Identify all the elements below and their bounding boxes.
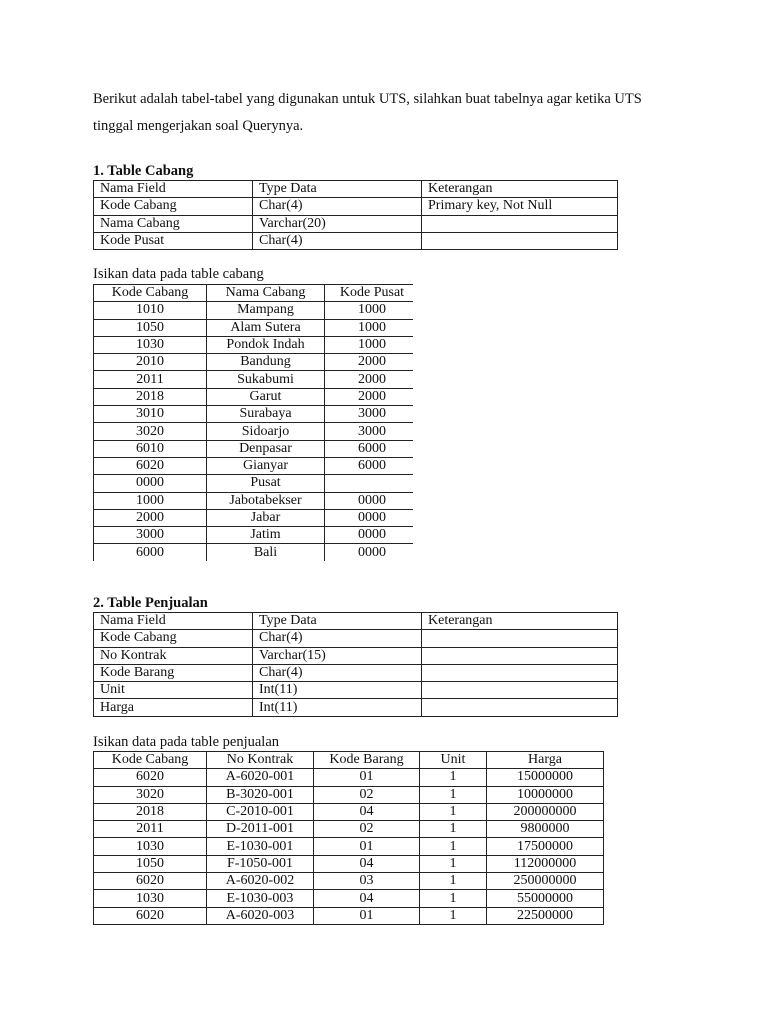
table-cell: 55000000 <box>487 890 604 907</box>
table-cell: 2018 <box>94 803 207 820</box>
column-header: Keterangan <box>422 613 618 630</box>
cabang-data-note: Isikan data pada table cabang <box>93 266 264 282</box>
table-cell: 2000 <box>325 354 414 371</box>
section-2-title: 2. Table Penjualan <box>93 595 208 611</box>
table-cell: 1000 <box>325 319 414 336</box>
table-cell <box>422 664 618 681</box>
table-cell <box>422 215 618 232</box>
table-cell: 6010 <box>94 440 207 457</box>
table-cell: Kode Pusat <box>94 232 253 249</box>
table-row <box>94 336 414 353</box>
table-row <box>94 475 414 492</box>
table-row <box>94 406 414 423</box>
table-cell: 1 <box>420 769 487 786</box>
table-cell: Alam Sutera <box>207 319 325 336</box>
table-cell: 04 <box>314 803 420 820</box>
column-header: No Kontrak <box>207 752 314 769</box>
table-cell: Char(4) <box>253 630 422 647</box>
table-row <box>94 838 604 855</box>
table-cell: Jabotabekser <box>207 492 325 509</box>
table-cell: 1 <box>420 786 487 803</box>
table-header-row <box>94 181 618 198</box>
table-cell: C-2010-001 <box>207 803 314 820</box>
table-cell: F-1050-001 <box>207 855 314 872</box>
table-cell: Unit <box>94 682 253 699</box>
table-cell: 2011 <box>94 371 207 388</box>
table-row <box>94 786 604 803</box>
table-cell: Int(11) <box>253 699 422 716</box>
table-cell: Kode Cabang <box>94 630 253 647</box>
table-cell: 01 <box>314 769 420 786</box>
table-cell: 1030 <box>94 336 207 353</box>
table-cell: Gianyar <box>207 457 325 474</box>
table-cell: 0000 <box>325 492 414 509</box>
table-cell: 2000 <box>325 371 414 388</box>
table-row <box>94 232 618 249</box>
table-cell: 6000 <box>325 457 414 474</box>
table-cell: Kode Cabang <box>94 198 253 215</box>
column-header: Kode Cabang <box>94 285 207 302</box>
table-row <box>94 907 604 924</box>
table-row <box>94 354 414 371</box>
table-cell: 03 <box>314 873 420 890</box>
column-header: Nama Field <box>94 613 253 630</box>
table-cell: 2010 <box>94 354 207 371</box>
table-cell: 3000 <box>325 406 414 423</box>
table-cell: A-6020-002 <box>207 873 314 890</box>
table-cell: 1050 <box>94 855 207 872</box>
table-cell: 1 <box>420 873 487 890</box>
table-row <box>94 821 604 838</box>
table-row <box>94 803 604 820</box>
table-row <box>94 527 414 544</box>
table-cell: 1 <box>420 907 487 924</box>
table-cell: 1010 <box>94 302 207 319</box>
table-cell: 3000 <box>94 527 207 544</box>
table-cell: 2011 <box>94 821 207 838</box>
table-row <box>94 699 618 716</box>
penjualan-schema-table-wrap <box>93 612 618 717</box>
table-header-row <box>94 613 618 630</box>
column-header: Nama Field <box>94 181 253 198</box>
table-row <box>94 664 618 681</box>
table-cell: 17500000 <box>487 838 604 855</box>
table-cell: 6020 <box>94 873 207 890</box>
column-header: Harga <box>487 752 604 769</box>
table-cell <box>325 475 414 492</box>
column-header: Type Data <box>253 181 422 198</box>
table-cell: 6020 <box>94 457 207 474</box>
table-cell: A-6020-003 <box>207 907 314 924</box>
table-cell: Char(4) <box>253 198 422 215</box>
table-cell: 250000000 <box>487 873 604 890</box>
table-cell: 10000000 <box>487 786 604 803</box>
table-cell <box>422 682 618 699</box>
table-cell: 01 <box>314 907 420 924</box>
table-cell: Char(4) <box>253 232 422 249</box>
table-cell: Varchar(20) <box>253 215 422 232</box>
table-cell: 2018 <box>94 388 207 405</box>
table-cell: Sidoarjo <box>207 423 325 440</box>
table-cell: 1 <box>420 838 487 855</box>
table-row <box>94 647 618 664</box>
table-cell: 04 <box>314 890 420 907</box>
cabang-data-table-wrap <box>93 284 413 561</box>
table-cell: 01 <box>314 838 420 855</box>
table-cell: Garut <box>207 388 325 405</box>
table-row <box>94 302 414 319</box>
table-cell: Char(4) <box>253 664 422 681</box>
table-cell: Pusat <box>207 475 325 492</box>
table-cell: 6020 <box>94 907 207 924</box>
table-cell: Harga <box>94 699 253 716</box>
table-cell: E-1030-003 <box>207 890 314 907</box>
table-cell: 22500000 <box>487 907 604 924</box>
table-cell: Jabar <box>207 509 325 526</box>
table-cell: 1030 <box>94 890 207 907</box>
table-cell: 112000000 <box>487 855 604 872</box>
table-row <box>94 769 604 786</box>
table-cell: Varchar(15) <box>253 647 422 664</box>
table-cell: 04 <box>314 855 420 872</box>
intro-line-2: tinggal mengerjakan soal Querynya. <box>93 118 304 134</box>
penjualan-data-table-wrap <box>93 751 604 925</box>
table-cell: Kode Barang <box>94 664 253 681</box>
table-cell: Mampang <box>207 302 325 319</box>
table-cell: Bali <box>207 544 325 561</box>
table-cell: 9800000 <box>487 821 604 838</box>
table-row <box>94 371 414 388</box>
table-cell: Nama Cabang <box>94 215 253 232</box>
table-row <box>94 682 618 699</box>
cabang-schema-table <box>93 180 618 250</box>
intro-line-1: Berikut adalah tabel-tabel yang digunakan untuk UTS, silahkan buat tabelnya agar ketika UTS <box>93 91 642 107</box>
table-cell: 1000 <box>325 302 414 319</box>
table-cell <box>422 699 618 716</box>
table-row <box>94 544 414 561</box>
intro-paragraph <box>93 86 693 140</box>
table-cell: 1000 <box>325 336 414 353</box>
penjualan-data-note: Isikan data pada table penjualan <box>93 734 280 750</box>
table-row <box>94 890 604 907</box>
table-cell: Surabaya <box>207 406 325 423</box>
cabang-schema-table-wrap <box>93 180 618 250</box>
table-header-row <box>94 285 414 302</box>
table-cell: 3010 <box>94 406 207 423</box>
table-cell: Pondok Indah <box>207 336 325 353</box>
table-row <box>94 440 414 457</box>
column-header: Type Data <box>253 613 422 630</box>
table-row <box>94 215 618 232</box>
table-cell: A-6020-001 <box>207 769 314 786</box>
table-row <box>94 873 604 890</box>
table-cell: 1030 <box>94 838 207 855</box>
table-cell: 1 <box>420 821 487 838</box>
table-cell: 1050 <box>94 319 207 336</box>
table-cell: 200000000 <box>487 803 604 820</box>
table-cell: 6000 <box>325 440 414 457</box>
column-header: Unit <box>420 752 487 769</box>
table-cell: No Kontrak <box>94 647 253 664</box>
table-cell: 02 <box>314 786 420 803</box>
table-cell: 0000 <box>325 544 414 561</box>
table-row <box>94 457 414 474</box>
table-header-row <box>94 752 604 769</box>
table-cell: 2000 <box>94 509 207 526</box>
penjualan-schema-table <box>93 612 618 717</box>
table-cell: 0000 <box>325 527 414 544</box>
table-cell: 2000 <box>325 388 414 405</box>
table-cell: B-3020-001 <box>207 786 314 803</box>
table-cell: 6000 <box>94 544 207 561</box>
table-cell: 1000 <box>94 492 207 509</box>
table-cell <box>422 647 618 664</box>
table-row <box>94 855 604 872</box>
table-cell: Sukabumi <box>207 371 325 388</box>
table-cell: 1 <box>420 803 487 820</box>
table-cell <box>422 630 618 647</box>
table-cell: 3020 <box>94 423 207 440</box>
table-row <box>94 423 414 440</box>
table-row <box>94 319 414 336</box>
table-row <box>94 509 414 526</box>
table-cell: 0000 <box>94 475 207 492</box>
table-cell: E-1030-001 <box>207 838 314 855</box>
table-cell: 1 <box>420 890 487 907</box>
table-cell: Bandung <box>207 354 325 371</box>
column-header: Kode Barang <box>314 752 420 769</box>
table-cell: 0000 <box>325 509 414 526</box>
table-cell: Denpasar <box>207 440 325 457</box>
table-row <box>94 492 414 509</box>
table-cell: Jatim <box>207 527 325 544</box>
table-cell: 3000 <box>325 423 414 440</box>
table-cell: 3020 <box>94 786 207 803</box>
table-cell: Int(11) <box>253 682 422 699</box>
table-row <box>94 198 618 215</box>
column-header: Kode Pusat <box>325 285 414 302</box>
column-header: Keterangan <box>422 181 618 198</box>
table-cell <box>422 232 618 249</box>
table-cell: 6020 <box>94 769 207 786</box>
column-header: Kode Cabang <box>94 752 207 769</box>
penjualan-data-table <box>93 751 604 925</box>
table-cell: 02 <box>314 821 420 838</box>
table-row <box>94 388 414 405</box>
column-header: Nama Cabang <box>207 285 325 302</box>
table-cell: D-2011-001 <box>207 821 314 838</box>
cabang-data-table <box>93 284 413 561</box>
table-cell: Primary key, Not Null <box>422 198 618 215</box>
section-1-title: 1. Table Cabang <box>93 163 194 179</box>
table-cell: 15000000 <box>487 769 604 786</box>
table-row <box>94 630 618 647</box>
table-cell: 1 <box>420 855 487 872</box>
